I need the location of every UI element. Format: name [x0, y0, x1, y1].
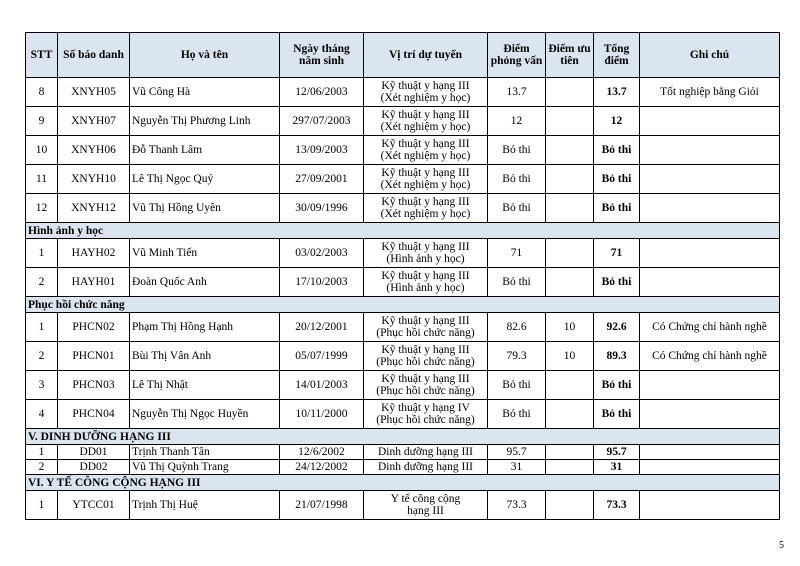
table-row [26, 268, 780, 297]
cell-priority [546, 107, 594, 136]
cell-position [364, 107, 488, 136]
cell-interview: Bỏ thi [488, 400, 546, 429]
cell-note [640, 268, 780, 297]
cell-name: Nguyễn Thị Ngọc Huyền [130, 400, 280, 429]
position-line: Kỹ thuật y hạng III [381, 241, 470, 253]
position-line: Kỹ thuật y hạng III [381, 196, 470, 208]
cell-total: 95.7 [594, 445, 640, 460]
table-body [26, 78, 780, 520]
cell-interview: 82.6 [488, 313, 546, 342]
cell-note [640, 460, 780, 475]
cell-sbd: DD01 [58, 445, 130, 460]
cell-note: Tốt nghiệp bằng Giỏi [640, 78, 780, 107]
cell-total: Bỏ thi [594, 194, 640, 223]
position-line: Dinh dưỡng hạng III [377, 461, 474, 473]
cell-total: Bỏ thi [594, 165, 640, 194]
cell-name: Vũ Thị Quỳnh Trang [130, 460, 280, 475]
cell-stt: 2 [26, 342, 58, 371]
cell-note [640, 107, 780, 136]
table-row [26, 165, 780, 194]
section-row [26, 223, 780, 239]
cell-name: Nguyễn Thị Phương Linh [130, 107, 280, 136]
cell-note [640, 165, 780, 194]
cell-stt: 1 [26, 313, 58, 342]
position-line: (Hình ảnh y học) [386, 253, 465, 265]
cell-sbd: XNYH10 [58, 165, 130, 194]
position-line: (Xét nghiệm y học) [380, 179, 471, 191]
cell-sbd: XNYH07 [58, 107, 130, 136]
cell-total: 31 [594, 460, 640, 475]
cell-stt: 9 [26, 107, 58, 136]
position-line: (Phục hồi chức năng) [376, 356, 475, 368]
position-line: (Xét nghiệm y học) [380, 150, 471, 162]
cell-stt: 2 [26, 268, 58, 297]
position-line: (Xét nghiệm y học) [380, 121, 471, 133]
table-row [26, 136, 780, 165]
cell-priority [546, 165, 594, 194]
position-line: (Xét nghiệm y học) [380, 208, 471, 220]
cell-sbd: PHCN01 [58, 342, 130, 371]
header-priority: Điểm ưu tiên [546, 33, 594, 78]
cell-dob: 12/06/2003 [280, 78, 364, 107]
cell-dob: 21/07/1998 [280, 491, 364, 520]
position-line: Kỹ thuật y hạng III [381, 373, 470, 385]
cell-dob: 30/09/1996 [280, 194, 364, 223]
cell-stt: 12 [26, 194, 58, 223]
position-line: Kỹ thuật y hạng III [381, 315, 470, 327]
cell-total: 73.3 [594, 491, 640, 520]
cell-name: Vũ Thị Hồng Uyên [130, 194, 280, 223]
cell-note [640, 491, 780, 520]
cell-note [640, 400, 780, 429]
cell-priority [546, 239, 594, 268]
position-line: Dinh dưỡng hạng III [377, 446, 474, 458]
cell-interview: 71 [488, 239, 546, 268]
cell-stt: 2 [26, 460, 58, 475]
cell-interview: Bỏ thi [488, 194, 546, 223]
cell-name: Vũ Công Hà [130, 78, 280, 107]
cell-note: Có Chứng chỉ hành nghề [640, 342, 780, 371]
cell-sbd: HAYH02 [58, 239, 130, 268]
cell-position [364, 491, 488, 520]
cell-interview: 73.3 [488, 491, 546, 520]
position-line: Y tế công cộng [390, 493, 461, 505]
cell-position [364, 400, 488, 429]
cell-priority [546, 491, 594, 520]
cell-sbd: PHCN03 [58, 371, 130, 400]
cell-sbd: PHCN04 [58, 400, 130, 429]
cell-interview: Bỏ thi [488, 371, 546, 400]
cell-dob: 17/10/2003 [280, 268, 364, 297]
header-stt: STT [26, 33, 58, 78]
cell-name: Trịnh Thanh Tân [130, 445, 280, 460]
cell-total: 12 [594, 107, 640, 136]
cell-note [640, 194, 780, 223]
cell-priority [546, 460, 594, 475]
cell-name: Đỗ Thanh Lâm [130, 136, 280, 165]
cell-dob: 12/6/2002 [280, 445, 364, 460]
header-dob: Ngày tháng năm sinh [280, 33, 364, 78]
cell-interview: Bỏ thi [488, 165, 546, 194]
cell-name: Phạm Thị Hồng Hạnh [130, 313, 280, 342]
cell-position [364, 194, 488, 223]
cell-total: Bỏ thi [594, 268, 640, 297]
cell-interview: 95.7 [488, 445, 546, 460]
cell-stt: 11 [26, 165, 58, 194]
cell-interview: Bỏ thi [488, 268, 546, 297]
cell-priority [546, 268, 594, 297]
cell-dob: 24/12/2002 [280, 460, 364, 475]
table-row [26, 239, 780, 268]
cell-note [640, 239, 780, 268]
cell-position [364, 165, 488, 194]
cell-priority: 10 [546, 342, 594, 371]
position-line: (Phục hồi chức năng) [376, 414, 475, 426]
cell-stt: 1 [26, 445, 58, 460]
cell-stt: 1 [26, 239, 58, 268]
cell-interview: 79.3 [488, 342, 546, 371]
table-row [26, 313, 780, 342]
cell-position [364, 445, 488, 460]
section-row [26, 297, 780, 313]
section-row [26, 429, 780, 445]
cell-sbd: XNYH12 [58, 194, 130, 223]
cell-total: 89.3 [594, 342, 640, 371]
position-line: (Phục hồi chức năng) [376, 385, 475, 397]
position-line: hạng III [407, 505, 444, 517]
position-line: Kỹ thuật y hạng III [381, 167, 470, 179]
table-row [26, 194, 780, 223]
cell-dob: 297/07/2003 [280, 107, 364, 136]
cell-name: Lê Thị Nhật [130, 371, 280, 400]
cell-note: Có Chứng chỉ hành nghề [640, 313, 780, 342]
cell-dob: 14/01/2003 [280, 371, 364, 400]
header-position: Vị trí dự tuyển [364, 33, 488, 78]
cell-priority [546, 194, 594, 223]
cell-position [364, 78, 488, 107]
table-row [26, 491, 780, 520]
cell-total: 71 [594, 239, 640, 268]
cell-position [364, 268, 488, 297]
table-row [26, 460, 780, 475]
section-label: VI. Y TẾ CÔNG CỘNG HẠNG III [26, 475, 780, 491]
position-line: Kỹ thuật y hạng III [381, 109, 470, 121]
table-row [26, 445, 780, 460]
cell-dob: 20/12/2001 [280, 313, 364, 342]
cell-position [364, 239, 488, 268]
cell-interview: Bỏ thi [488, 136, 546, 165]
section-label: Hình ảnh y học [26, 223, 780, 239]
table-row [26, 107, 780, 136]
position-line: Kỹ thuật y hạng IV [381, 402, 470, 414]
cell-stt: 1 [26, 491, 58, 520]
cell-dob: 05/07/1999 [280, 342, 364, 371]
cell-dob: 03/02/2003 [280, 239, 364, 268]
cell-priority [546, 400, 594, 429]
cell-interview: 31 [488, 460, 546, 475]
cell-priority [546, 78, 594, 107]
cell-total: 13.7 [594, 78, 640, 107]
cell-interview: 13.7 [488, 78, 546, 107]
cell-position [364, 342, 488, 371]
position-line: Kỹ thuật y hạng III [381, 344, 470, 356]
cell-name: Đoàn Quốc Anh [130, 268, 280, 297]
cell-total: Bỏ thi [594, 136, 640, 165]
cell-sbd: PHCN02 [58, 313, 130, 342]
cell-priority [546, 371, 594, 400]
cell-stt: 4 [26, 400, 58, 429]
cell-priority [546, 445, 594, 460]
cell-sbd: YTCC01 [58, 491, 130, 520]
header-total: Tổng điểm [594, 33, 640, 78]
cell-priority: 10 [546, 313, 594, 342]
table-row [26, 371, 780, 400]
section-label: Phục hồi chức năng [26, 297, 780, 313]
cell-sbd: HAYH01 [58, 268, 130, 297]
cell-total: 92.6 [594, 313, 640, 342]
header-note: Ghi chú [640, 33, 780, 78]
position-line: Kỹ thuật y hạng III [381, 270, 470, 282]
header-row [26, 33, 780, 78]
header-sbd: Số báo danh [58, 33, 130, 78]
cell-stt: 10 [26, 136, 58, 165]
section-label: V. DINH DƯỠNG HẠNG III [26, 429, 780, 445]
table-row [26, 342, 780, 371]
position-line: Kỹ thuật y hạng III [381, 80, 470, 92]
position-line: (Phục hồi chức năng) [376, 327, 475, 339]
cell-stt: 8 [26, 78, 58, 107]
cell-position [364, 136, 488, 165]
cell-name: Trịnh Thị Huệ [130, 491, 280, 520]
section-row [26, 475, 780, 491]
cell-sbd: XNYH06 [58, 136, 130, 165]
cell-position [364, 313, 488, 342]
cell-name: Bùi Thị Vân Anh [130, 342, 280, 371]
position-line: (Hình ảnh y học) [386, 282, 465, 294]
table-row [26, 400, 780, 429]
cell-total: Bỏ thi [594, 371, 640, 400]
position-line: Kỹ thuật y hạng III [381, 138, 470, 150]
position-line: (Xét nghiệm y học) [380, 92, 471, 104]
cell-sbd: XNYH05 [58, 78, 130, 107]
cell-dob: 10/11/2000 [280, 400, 364, 429]
header-interview: Điểm phỏng vấn [488, 33, 546, 78]
header-name: Họ và tên [130, 33, 280, 78]
results-table [25, 32, 780, 520]
cell-priority [546, 136, 594, 165]
cell-sbd: DD02 [58, 460, 130, 475]
cell-note [640, 136, 780, 165]
cell-interview: 12 [488, 107, 546, 136]
cell-name: Vũ Minh Tiến [130, 239, 280, 268]
page-number: 5 [779, 540, 784, 551]
table-row [26, 78, 780, 107]
cell-total: Bỏ thi [594, 400, 640, 429]
cell-dob: 27/09/2001 [280, 165, 364, 194]
cell-stt: 3 [26, 371, 58, 400]
cell-position [364, 460, 488, 475]
cell-position [364, 371, 488, 400]
cell-dob: 13/09/2003 [280, 136, 364, 165]
cell-note [640, 445, 780, 460]
cell-note [640, 371, 780, 400]
cell-name: Lê Thị Ngọc Quý [130, 165, 280, 194]
